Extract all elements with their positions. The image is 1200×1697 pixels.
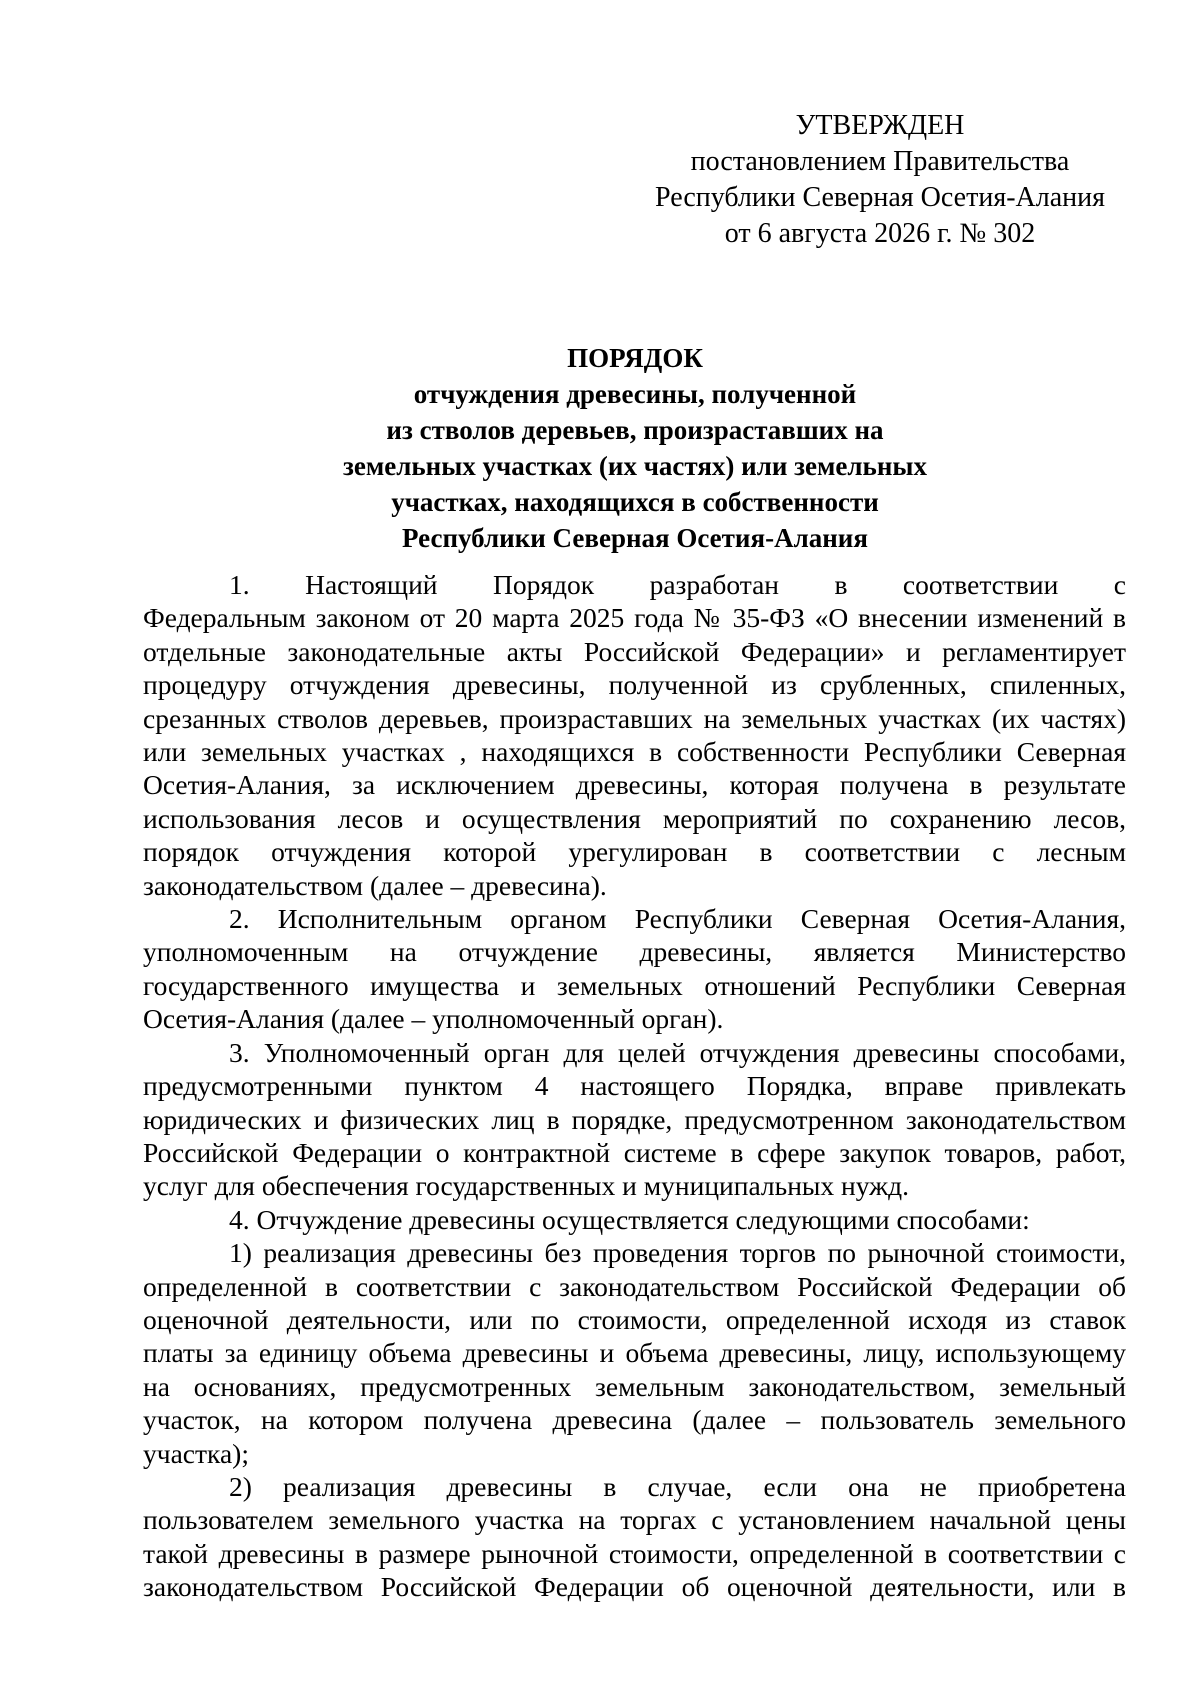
title-line: земельных участках (их частях) или земельных bbox=[343, 451, 927, 481]
document-body bbox=[143, 568, 1126, 1604]
paragraph-3-line: предусмотренными пунктом 4 настоящего Порядка, вправе привлекать bbox=[143, 1070, 1126, 1102]
paragraph-3-line: Российской Федерации о контрактной системе в сфере закупок товаров, работ, bbox=[143, 1136, 1126, 1168]
document-title bbox=[140, 340, 1130, 556]
subitem-1-line: участка); bbox=[143, 1437, 249, 1469]
subitem-1-line: участок, на котором получена древесина (далее – пользователь земельного bbox=[143, 1404, 1126, 1436]
subitem-1-line: определенной в соответствии с законодательством Российской Федерации об bbox=[143, 1270, 1126, 1302]
subitem-1-line: платы за единицу объема древесины и объема древесины, лицу, использующему bbox=[143, 1337, 1126, 1369]
paragraph-2-line: государственного имущества и земельных отношений Республики Северная bbox=[143, 969, 1126, 1001]
paragraph-1-line: отдельные законодательные акты Российской Федерации» и регламентирует bbox=[143, 635, 1126, 667]
paragraph-1-line: законодательством (далее – древесина). bbox=[143, 869, 607, 901]
paragraph-4-line: 4. Отчуждение древесины осуществляется следующими способами: bbox=[229, 1203, 1030, 1235]
title-line: Республики Северная Осетия-Алания bbox=[402, 523, 868, 553]
subitem-1-line: 1) реализация древесины без проведения торгов по рыночной стоимости, bbox=[229, 1237, 1126, 1269]
subitem-1-line: оценочной деятельности, или по стоимости, определенной исходя из ставок bbox=[143, 1303, 1126, 1335]
approval-line-2: Республики Северная Осетия-Алания bbox=[655, 182, 1105, 213]
subitem-2-line: пользователем земельного участка на торгах с установлением начальной цены bbox=[143, 1504, 1126, 1536]
paragraph-3-line: юридических и физических лиц в порядке, предусмотренном законодательством bbox=[143, 1103, 1126, 1135]
title-line: отчуждения древесины, полученной bbox=[413, 379, 857, 409]
paragraph-1-line: 1. Настоящий Порядок разработан в соответствии с bbox=[229, 569, 1126, 600]
title-heading: ПОРЯДОК bbox=[567, 343, 703, 373]
paragraph-2-line: уполномоченным на отчуждение древесины, является Министерство bbox=[143, 936, 1126, 968]
subitem-1-line: на основаниях, предусмотренных земельным законодательством, земельный bbox=[143, 1370, 1126, 1402]
approved-label: УТВЕРЖДЕН bbox=[795, 110, 965, 141]
paragraph-3-line: 3. Уполномоченный орган для целей отчуждения древесины способами, bbox=[229, 1036, 1126, 1068]
paragraph-1-line: срезанных стволов деревьев, произраставших на земельных участках (их частях) bbox=[143, 702, 1126, 734]
paragraph-1-line: использования лесов и осуществления мероприятий по сохранению лесов, bbox=[143, 802, 1126, 834]
approval-line-3: от 6 августа 2026 г. № 302 bbox=[724, 218, 1036, 249]
subitem-2-line: законодательством Российской Федерации об оценочной деятельности, или в bbox=[143, 1571, 1126, 1603]
title-line: из стволов деревьев, произраставших на bbox=[386, 415, 884, 445]
paragraph-1-line: порядок отчуждения которой урегулирован в соответствии с лесным bbox=[143, 836, 1126, 868]
paragraph-2-line: Осетия-Алания (далее – уполномоченный орган). bbox=[143, 1003, 724, 1035]
paragraph-1-line: Федеральным законом от 20 марта 2025 года № 35-ФЗ «О внесении изменений в bbox=[143, 602, 1126, 634]
paragraph-3-line: услуг для обеспечения государственных и муниципальных нужд. bbox=[143, 1170, 909, 1202]
paragraph-1-line: процедуру отчуждения древесины, полученной из срубленных, спиленных, bbox=[143, 669, 1126, 701]
subitem-2-line: такой древесины в размере рыночной стоимости, определенной в соответствии с bbox=[143, 1537, 1126, 1569]
paragraph-2-line: 2. Исполнительным органом Республики Северная Осетия-Алания, bbox=[229, 903, 1126, 935]
paragraph-1-line: Осетия-Алания, за исключением древесины, которая получена в результате bbox=[143, 769, 1126, 801]
approval-line-1: постановлением Правительства bbox=[690, 146, 1070, 177]
approval-stamp-block bbox=[640, 108, 1120, 252]
subitem-2-line: 2) реализация древесины в случае, если она не приобретена bbox=[229, 1470, 1126, 1502]
title-line: участках, находящихся в собственности bbox=[391, 487, 879, 517]
paragraph-1-line: или земельных участках , находящихся в собственности Республики Северная bbox=[143, 736, 1126, 768]
